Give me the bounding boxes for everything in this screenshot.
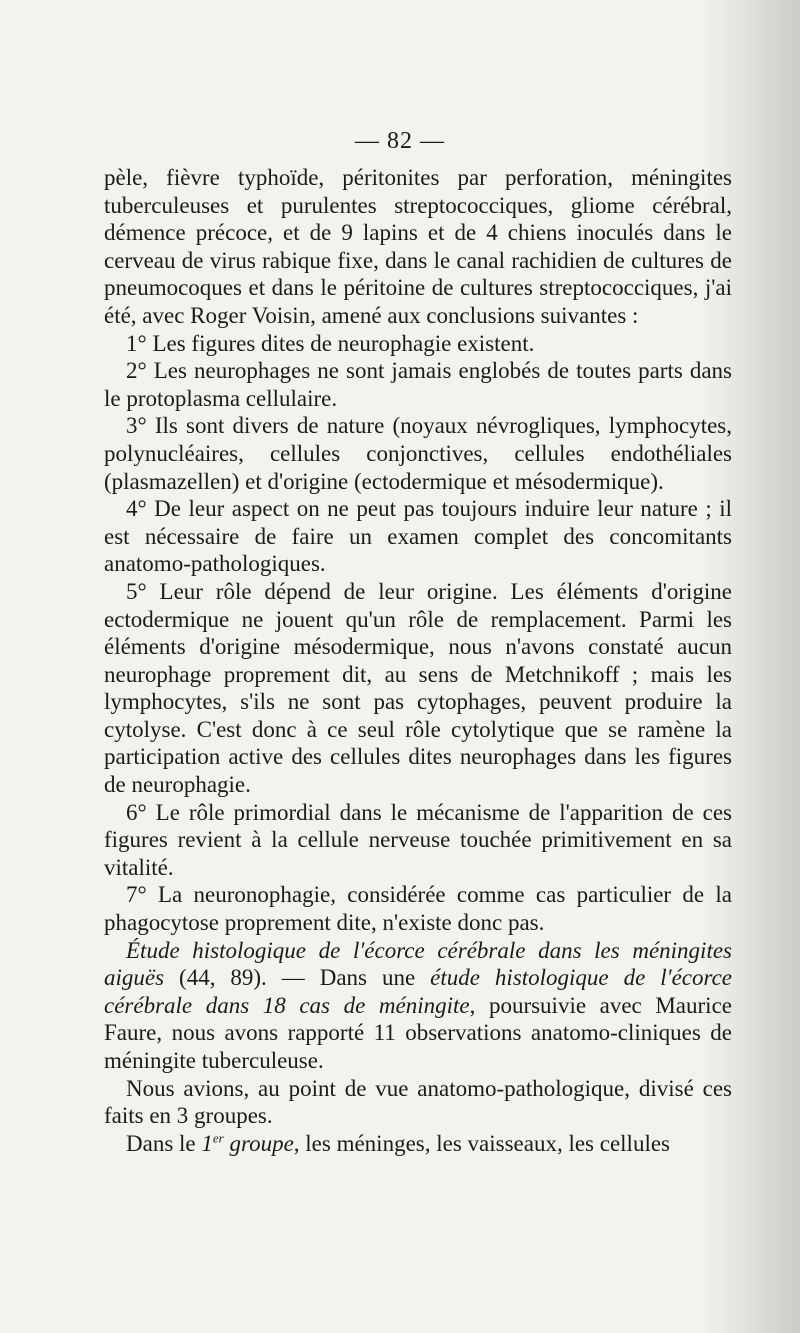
conclusion-3: 3° Ils sont divers de nature (noyaux névrogliques, lymphocytes, polynucléaires, cellules conjonctives, cellules endothéliales (plasmazellen) et d'origine (ectodermique et mésodermique). — [104, 413, 732, 494]
etude-title: Étude histologique de l'écorce cérébrale dans les méningites aiguës — [104, 937, 732, 991]
conclusion-4: 4° De leur aspect on ne peut pas toujours induire leur nature ; il est nécessaire de faire un examen complet des concomitants anatomo-pathologiques. — [104, 496, 732, 577]
conclusion-7: 7° La neuronophagie, considérée comme cas particulier de la phagocytose proprement dite, n'existe donc pas. — [104, 882, 732, 936]
paragraph-premier-groupe — [104, 1130, 732, 1158]
page-number: — 82 — — [355, 128, 445, 154]
paragraph-intro: pèle, fièvre typhoïde, péritonites par perforation, méningites tuberculeuses et purulentes streptococciques, gliome cérébral, démence précoce, et de 9 lapins et de 4 chiens inoculés dans le cerveau de virus rabique fixe, dans le canal rachidien de cultures de pneumocoques et dans le péritoine de cultures streptococciques, j'ai été, avec Roger Voisin, amené aux conclusions suivantes : — [104, 165, 732, 328]
paragraph-etude — [104, 937, 732, 1075]
conclusion-1: 1° Les figures dites de neurophagie existent. — [126, 330, 535, 356]
conclusion-5: 5° Leur rôle dépend de leur origine. Les éléments d'origine ectodermique ne jouent qu'un rôle de remplacement. Parmi les éléments d'origine mésodermique, nous n'avons constaté aucun neurophage proprement dit, au sens de Metchnikoff ; mais les lymphocytes, s'ils ne sont pas cytophages, peuvent produire la cytolyse. C'est donc à ce seul rôle cytolytique que se ramène la participation active des cellules dites neurophages dans les figures de neurophagie. — [104, 578, 732, 798]
group-ordinal — [201, 1131, 293, 1156]
conclusion-6: 6° Le rôle primordial dans le mécanisme de l'apparition de ces figures revient à la cellule nerveuse touchée primitivement en sa vitalité. — [104, 799, 732, 880]
group-superscript: er — [212, 1130, 224, 1146]
group-rest: , les méninges, les vaisseaux, les cellules — [293, 1130, 670, 1156]
group-word: groupe — [229, 1130, 294, 1156]
paragraph-groupes: Nous avions, au point de vue anatomo-pathologique, divisé ces faits en 3 groupes. — [104, 1075, 732, 1129]
conclusion-2: 2° Les neurophages ne sont jamais englobés de toutes parts dans le protoplasma cellulaire. — [104, 358, 732, 411]
etude-rest: , poursuivie avec Maurice Faure, nous avons rapporté 11 observations anatomo-cliniques de méningite tuberculeuse. — [104, 992, 732, 1073]
group-number: 1 — [201, 1130, 213, 1156]
etude-study-title: étude histologique de l'écorce cérébrale dans 18 cas de méningite — [104, 965, 733, 1018]
body-text — [104, 164, 732, 1157]
etude-ref: (44, 89). — Dans une — [179, 965, 416, 991]
dans-le: Dans le — [126, 1130, 196, 1156]
